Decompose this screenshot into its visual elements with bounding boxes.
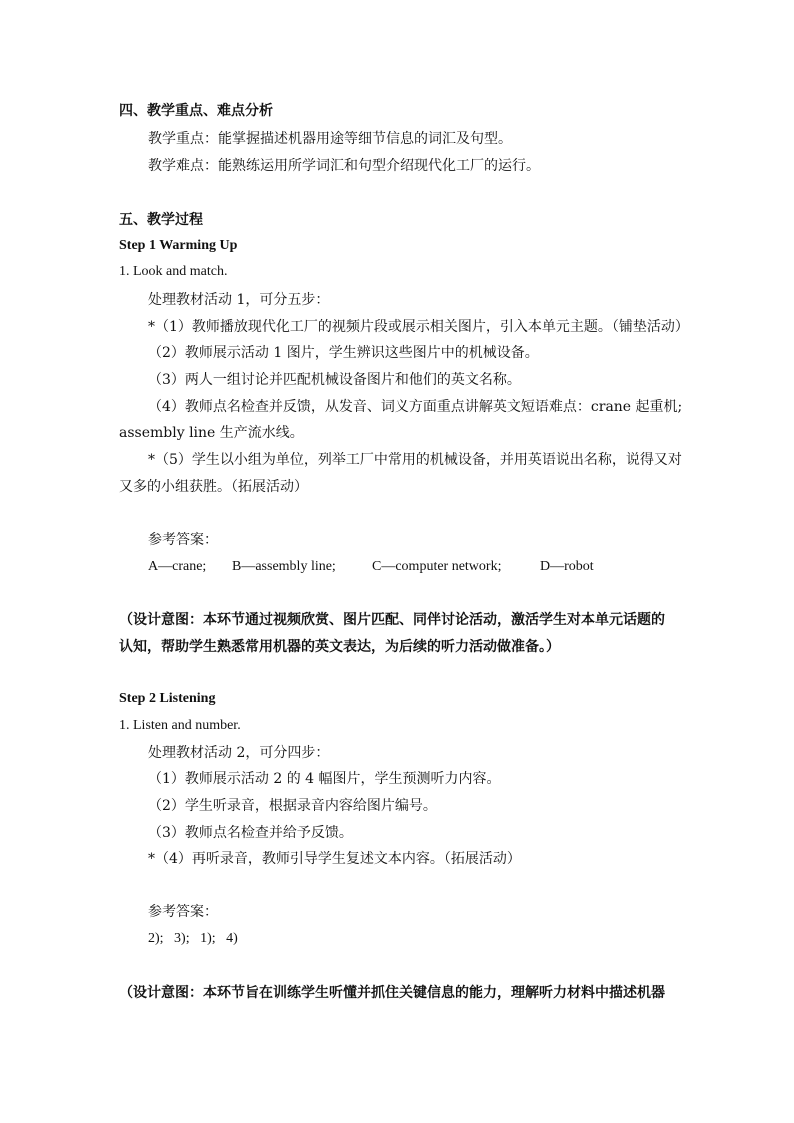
step2-intro: 处理教材活动 2，可分四步： — [148, 745, 330, 761]
step2-answers: 2); 3); 1); 4) — [148, 931, 238, 946]
step2-design-intent-line1: （设计意图：本环节旨在训练学生听懂并抓住关键信息的能力，理解听力材料中描述机器 — [119, 985, 665, 1001]
step1-design-intent-line1: （设计意图：本环节通过视频欣赏、图片匹配、同伴讨论活动，激活学生对本单元话题的 — [119, 612, 665, 628]
step1-step-5-cont: 又多的小组获胜。（拓展活动） — [119, 479, 308, 495]
step1-design-intent-line2: 认知，帮助学生熟悉常用机器的英文表达，为后续的听力活动做准备。） — [119, 639, 560, 655]
step1-answer-c: C—computer network; — [372, 559, 502, 574]
step1-step-4: （4）教师点名检查并反馈，从发音、词义方面重点讲解英文短语难点：crane 起重机; — [148, 399, 683, 415]
step2-title: Step 2 Listening — [119, 691, 216, 706]
step1-answer-b: B—assembly line; — [232, 559, 336, 574]
step2-answer-label: 参考答案： — [148, 904, 218, 920]
section5-heading: 五、教学过程 — [119, 212, 203, 228]
difficult-point-text: 教学难点：能熟练运用所学词汇和句型介绍现代化工厂的运行。 — [148, 158, 540, 174]
step2-step-3: （3）教师点名检查并给予反馈。 — [148, 825, 353, 841]
step1-step-4-cont: assembly line 生产流水线。 — [119, 425, 304, 441]
step1-answer-a: A—crane; — [148, 559, 207, 574]
step1-intro: 处理教材活动 1，可分五步： — [148, 292, 330, 308]
step2-activity-title: 1. Listen and number. — [119, 718, 241, 733]
step1-title: Step 1 Warming Up — [119, 238, 238, 253]
step1-activity-title: 1. Look and match. — [119, 264, 228, 279]
step1-answer-label: 参考答案： — [148, 532, 218, 548]
step1-step-5: *（5）学生以小组为单位，列举工厂中常用的机械设备，并用英语说出名称，说得又对 — [148, 452, 682, 468]
step1-step-3: （3）两人一组讨论并匹配机械设备图片和他们的英文名称。 — [148, 372, 521, 388]
step1-step-1: *（1）教师播放现代化工厂的视频片段或展示相关图片，引入本单元主题。（铺垫活动） — [148, 319, 689, 335]
step1-step-2: （2）教师展示活动 1 图片，学生辨识这些图片中的机械设备。 — [148, 345, 539, 361]
step1-answer-d: D—robot — [540, 559, 594, 574]
step2-step-2: （2）学生听录音，根据录音内容给图片编号。 — [148, 798, 437, 814]
key-point-text: 教学重点：能掌握描述机器用途等细节信息的词汇及句型。 — [148, 131, 512, 147]
step2-step-1: （1）教师展示活动 2 的 4 幅图片，学生预测听力内容。 — [148, 771, 501, 787]
section4-heading: 四、教学重点、难点分析 — [119, 103, 273, 119]
step2-step-4: *（4）再听录音，教师引导学生复述文本内容。（拓展活动） — [148, 851, 521, 867]
